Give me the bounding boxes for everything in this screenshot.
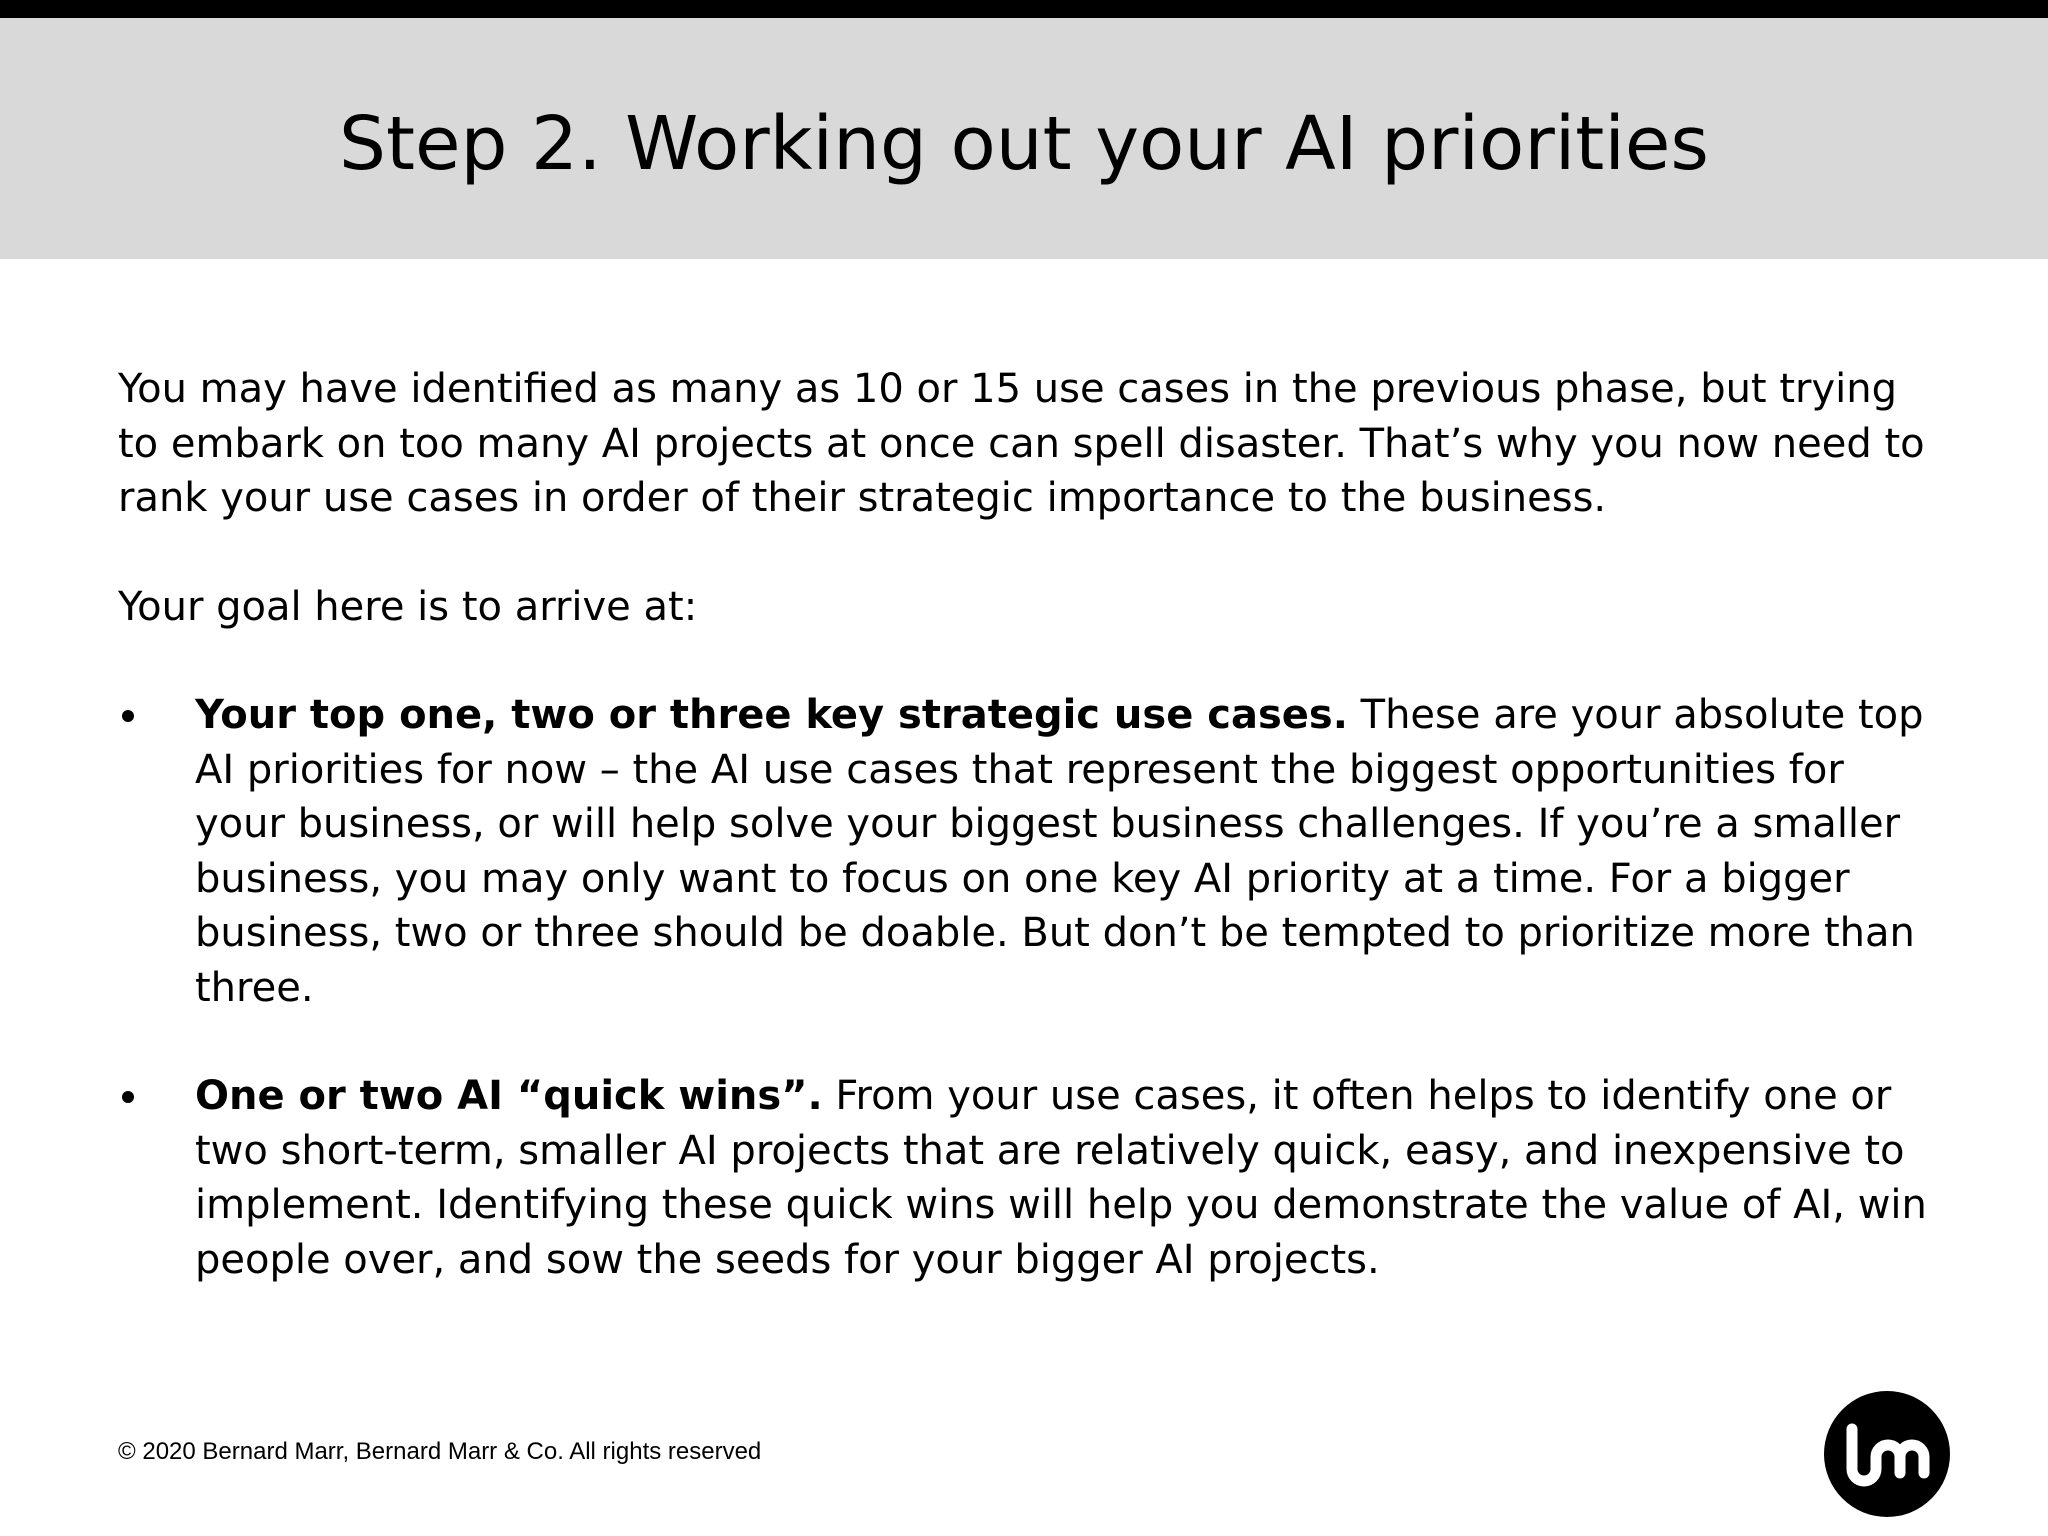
bullet-lead-text: Your top one, two or three key strategic use cases. [195,692,1348,738]
top-border-bar [0,0,2048,18]
slide-content [118,362,1930,1341]
bullet-dot-icon [122,1091,134,1103]
page-title: Step 2. Working out your AI priorities [339,101,1709,187]
bullet-body-text: These are your absolute top AI priorities for now – the AI use cases that represent the biggest opportunities for your business, or will help solve your biggest business challenges. If you’re a smaller business, you may only want to focus on one key AI priority at a time. For a bigger business, two or three should be doable. But don’t be tempted to prioritize more than three. [195,692,1924,1011]
bullet-strategic-use-cases [118,688,1930,1015]
priority-bullet-list [118,688,1930,1287]
bm-logo-icon [1824,1391,1950,1517]
bullet-quick-wins [118,1069,1930,1287]
bullet-body-text: From your use cases, it often helps to identify one or two short-term, smaller AI projects that are relatively quick, easy, and inexpensive to implement. Identifying these quick wins will help you demonstrate the value of AI, win people over, and sow the seeds for your bigger AI projects. [195,1073,1927,1283]
copyright-notice: © 2020 Bernard Marr, Bernard Marr & Co. All rights reserved [118,1438,762,1465]
intro-paragraph: You may have identified as many as 10 or 15 use cases in the previous phase, but trying to embark on too many AI projects at once can spell disaster. That’s why you now need to rank your use cases in order of their strategic importance to the business. [118,366,1925,521]
goal-paragraph: Your goal here is to arrive at: [118,583,698,630]
bullet-lead-text: One or two AI “quick wins”. [195,1073,823,1119]
bullet-dot-icon [122,710,134,722]
bernard-marr-logo [1824,1391,1950,1517]
